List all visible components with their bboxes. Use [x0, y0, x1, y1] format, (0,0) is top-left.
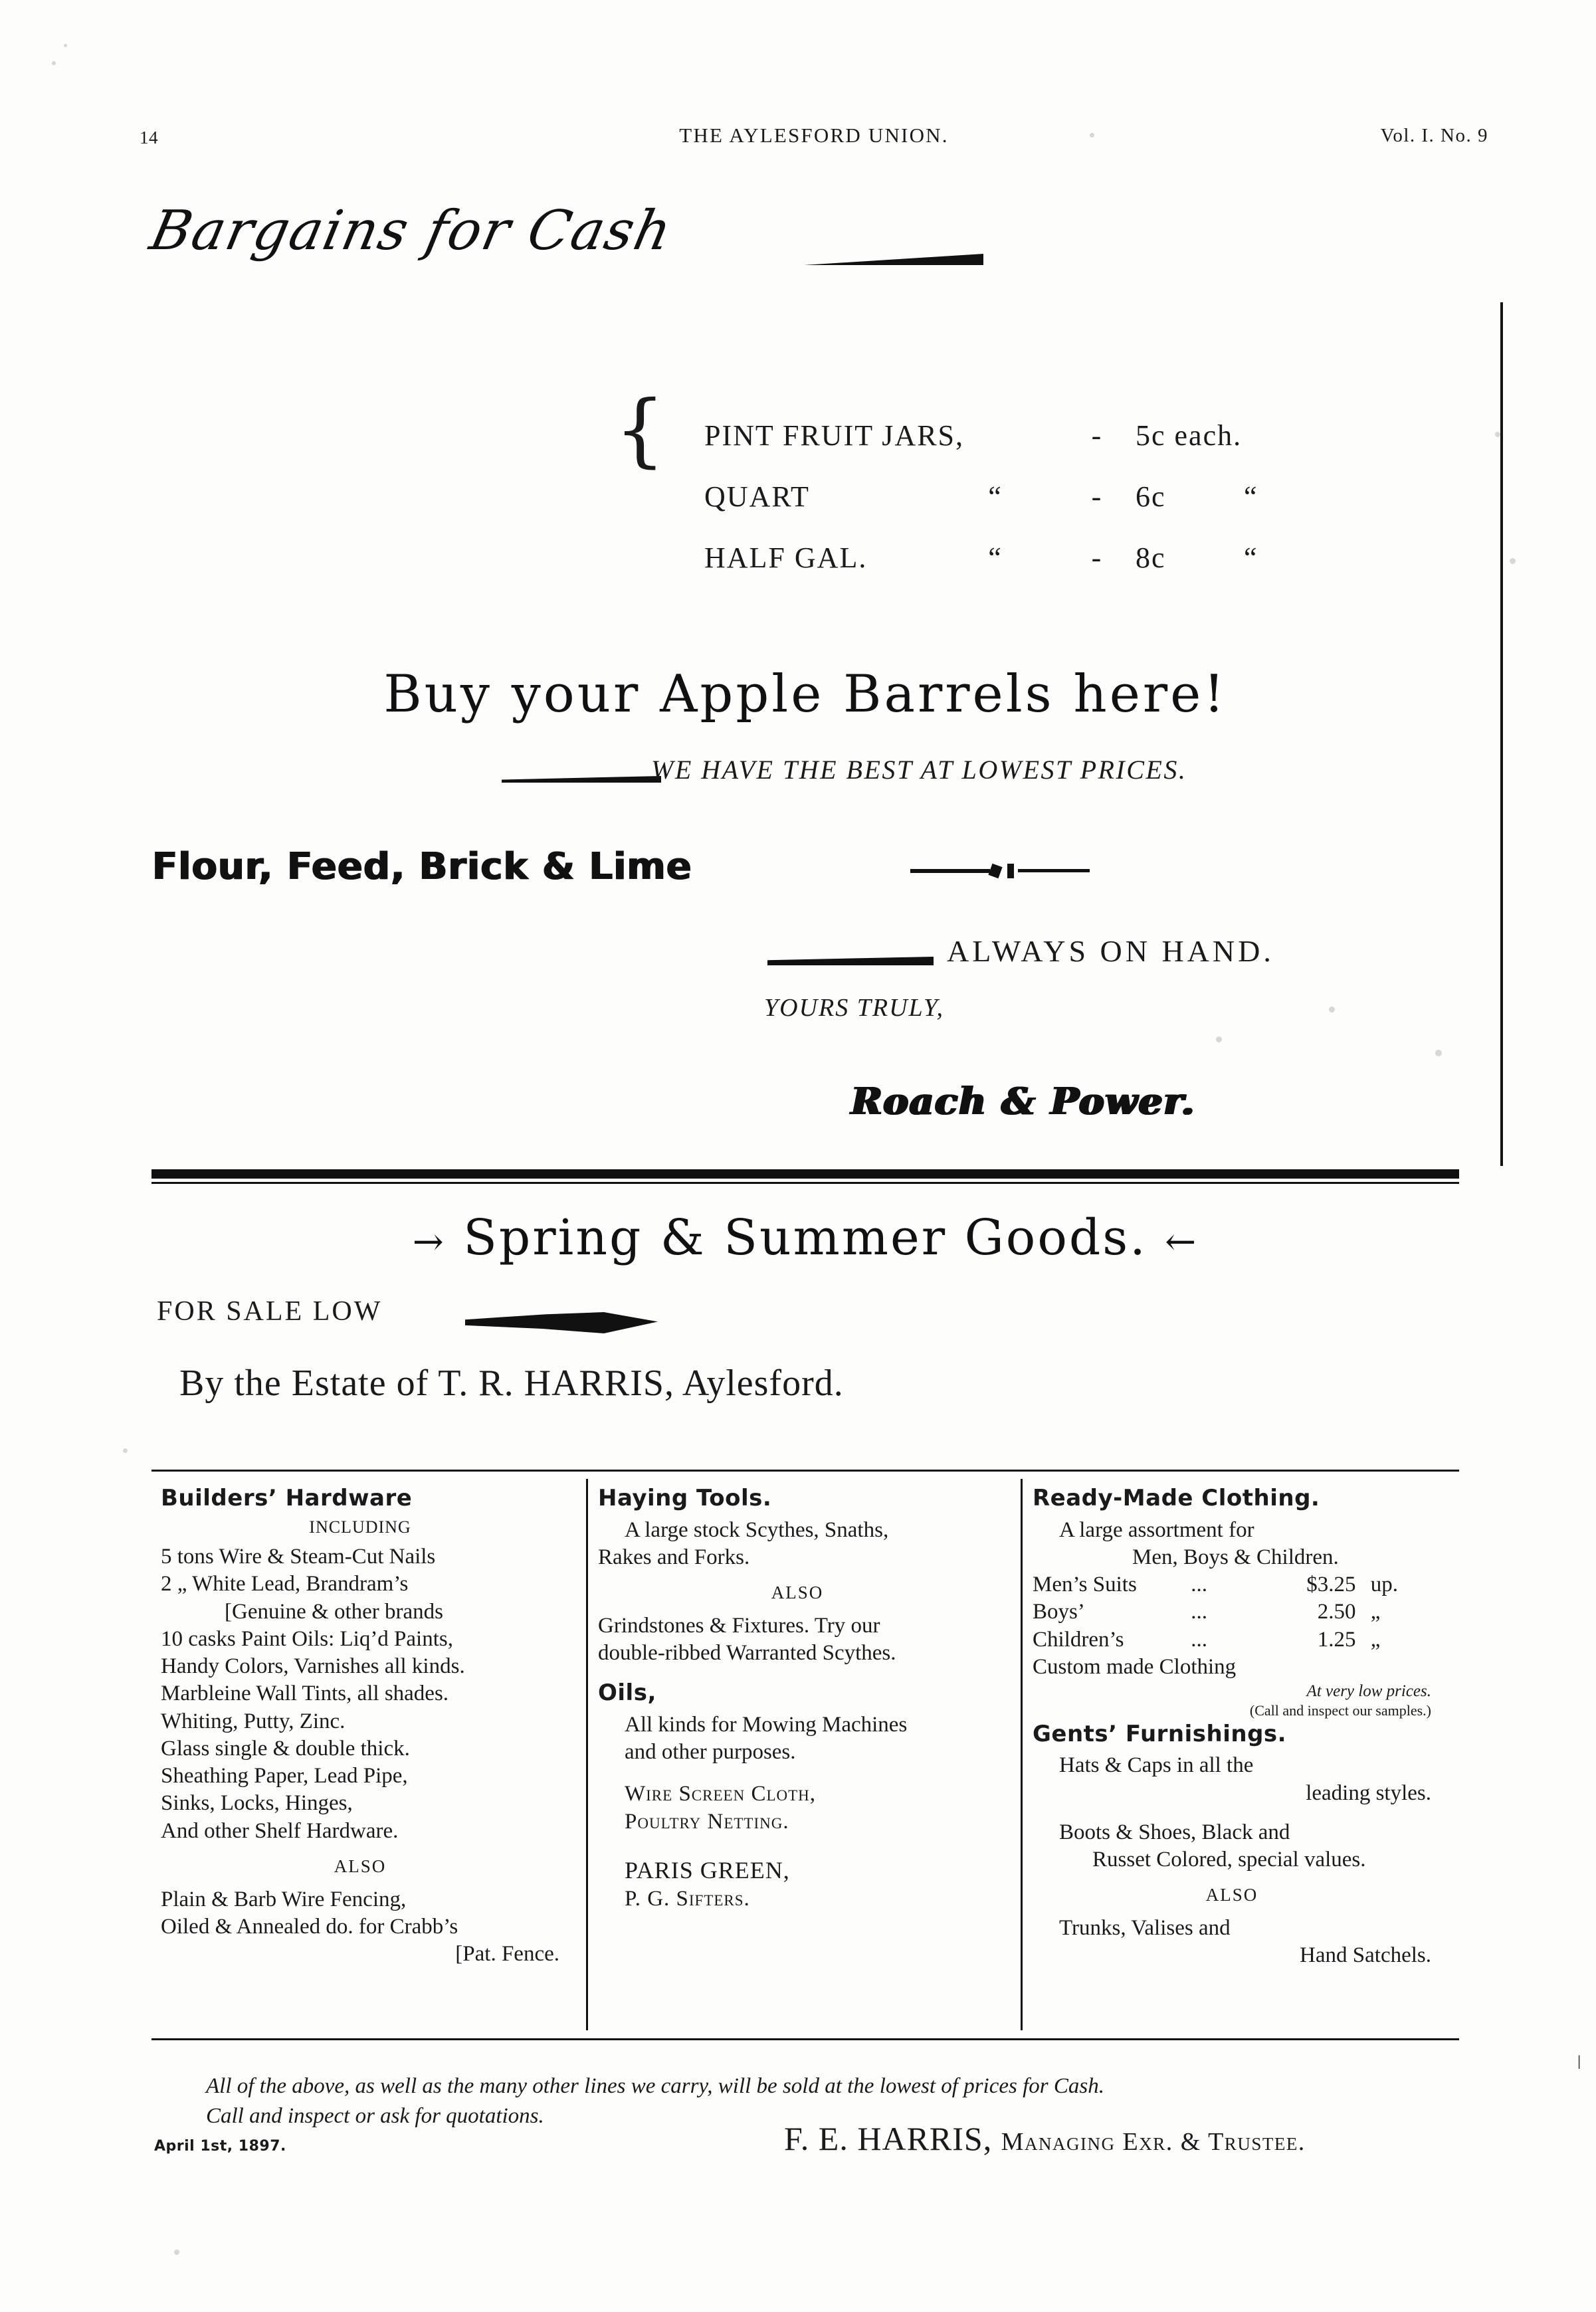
column-subheading-oils: Oils, — [598, 1680, 656, 1707]
list-item: Boots & Shoes, Black and — [1059, 1820, 1290, 1844]
list-item: leading styles. — [1306, 1781, 1431, 1805]
column-subheading-gents: Gents’ Furnishings. — [1033, 1720, 1287, 1747]
list-item: A large assortment for — [1059, 1517, 1254, 1542]
list-item: Russet Colored, special values. — [1092, 1848, 1366, 1872]
goods-columns — [151, 1470, 1459, 2041]
list-item: A large stock Scythes, Snaths, — [625, 1517, 889, 1542]
spring-label: Spring — [463, 1209, 643, 1266]
price-dots: ... — [1191, 1627, 1207, 1652]
price-unit: up. — [1370, 1573, 1398, 1596]
list-item: Handy Colors, Varnishes all kinds. — [161, 1654, 465, 1678]
at-low-prices-note: At very low prices. — [1306, 1682, 1431, 1700]
column-separator — [1021, 1479, 1023, 2030]
list-item: Rakes and Forks. — [598, 1545, 750, 1569]
bargains-headline: Bargains for Cash — [144, 199, 678, 262]
price-value: 5c each. — [1136, 419, 1243, 452]
paper-speck — [1510, 558, 1516, 564]
publication-title: THE AYLESFORD UNION. — [679, 124, 949, 147]
list-item: 2 „ White Lead, Brandram’s — [161, 1572, 409, 1596]
column-heading: Builders’ Hardware — [161, 1485, 413, 1511]
price-row — [704, 480, 1258, 541]
list-item: Sinks, Locks, Hinges, — [161, 1791, 353, 1816]
list-item: Glass single & double thick. — [161, 1736, 410, 1761]
edge-mark: | — [1577, 2053, 1581, 2069]
list-item: and other purposes. — [625, 1740, 796, 1764]
fruit-jar-price-list — [704, 419, 1258, 602]
paper-speck — [1435, 1050, 1442, 1056]
apple-barrels-subline: WE HAVE THE BEST AT LOWEST PRICES. — [651, 755, 1187, 785]
paper-speck — [64, 44, 67, 47]
column-builders-hardware — [161, 1484, 559, 1968]
by-estate-line: By the Estate of T. R. HARRIS, Aylesford. — [179, 1363, 844, 1404]
list-item: Hand Satchels. — [1300, 1943, 1431, 1968]
taper-rule-ornament — [804, 254, 983, 265]
price-quote: “ — [988, 480, 1003, 513]
price-item: PINT FRUIT JARS, — [704, 419, 965, 452]
spring-summer-headline — [151, 1209, 1459, 1266]
paper-speck — [1216, 1036, 1222, 1042]
list-item: 5 tons Wire & Steam-Cut Nails — [161, 1545, 436, 1569]
paper-speck — [1329, 1007, 1335, 1012]
list-item: Oiled & Annealed do. for Crabb’s — [161, 1914, 458, 1939]
yours-truly-text: YOURS TRULY, — [764, 994, 945, 1022]
signature-title: Managing Exr. & Trustee. — [1001, 2128, 1306, 2156]
floral-ornament-icon: { — [615, 384, 666, 476]
price-value: $3.25 — [1306, 1573, 1356, 1596]
price-row — [704, 419, 1258, 480]
price-item: HALF GAL. — [704, 541, 868, 574]
also-label: ALSO — [771, 1583, 824, 1602]
column-rule — [1500, 302, 1503, 1166]
price-dash: - — [1091, 419, 1103, 452]
price-quote: “ — [988, 541, 1003, 574]
paper-speck — [123, 1448, 128, 1453]
columns-bottom-rule — [151, 2038, 1459, 2040]
price-value: 1.25 — [1317, 1627, 1356, 1652]
arrow-left-icon: → — [412, 1220, 446, 1264]
price-item: QUART — [704, 480, 810, 513]
list-item: And other Shelf Hardware. — [161, 1818, 399, 1843]
list-item: Wire Screen Cloth, — [625, 1782, 817, 1806]
arrow-right-icon: ← — [1165, 1220, 1199, 1264]
list-item: Hats & Caps in all the — [1059, 1753, 1254, 1778]
apple-barrels-headline: Buy your Apple Barrels here! — [383, 664, 1227, 724]
page-folio: 14 — [140, 128, 158, 147]
paper-speck — [1495, 432, 1500, 437]
list-item: Sheathing Paper, Lead Pipe, — [161, 1764, 408, 1788]
price-dots: ... — [1191, 1600, 1207, 1624]
ampersand-ornament: & — [660, 1209, 706, 1266]
price-row — [1033, 1598, 1431, 1626]
also-label: ALSO — [334, 1856, 387, 1876]
price-unit: „ — [1370, 1627, 1381, 1652]
list-item: All kinds for Mowing Machines — [625, 1712, 908, 1737]
sifters-item: P. G. Sifters. — [625, 1886, 750, 1911]
list-item: Whiting, Putty, Zinc. — [161, 1709, 346, 1733]
footer-note-line2: Call and inspect or ask for quotations. — [206, 2103, 544, 2128]
price-row — [1033, 1626, 1431, 1654]
also-label: ALSO — [1205, 1885, 1258, 1905]
flourish-ornament-icon — [910, 864, 1090, 878]
paper-speck — [52, 61, 56, 65]
signature-name: F. E. HARRIS, — [784, 2120, 993, 2157]
flour-feed-headline: Flour, Feed, Brick & Lime — [151, 845, 692, 888]
price-value: 2.50 — [1317, 1600, 1356, 1624]
list-item: Grindstones & Fixtures. Try our — [598, 1613, 880, 1638]
price-value: 8c — [1136, 541, 1166, 574]
price-unit: “ — [1244, 480, 1258, 513]
summer-goods-label: Summer Goods. — [724, 1209, 1147, 1266]
for-sale-low-text: FOR SALE LOW — [157, 1296, 383, 1327]
column-haying-tools — [598, 1484, 997, 1913]
price-item: Men’s Suits — [1033, 1573, 1137, 1596]
price-unit: “ — [1244, 541, 1258, 574]
column-separator — [586, 1479, 588, 2030]
always-on-hand-text: ALWAYS ON HAND. — [947, 934, 1274, 968]
columns-top-rule — [151, 1470, 1459, 1472]
paris-green-item: PARIS GREEN, — [625, 1856, 790, 1883]
list-item: Marbleine Wall Tints, all shades. — [161, 1682, 449, 1706]
leaf-rule-ornament — [465, 1312, 658, 1333]
column-heading: Haying Tools. — [598, 1485, 772, 1511]
including-label: INCLUDING — [309, 1517, 411, 1537]
list-item: Plain & Barb Wire Fencing, — [161, 1887, 407, 1911]
list-item: double-ribbed Warranted Scythes. — [598, 1641, 896, 1665]
list-item: Trunks, Valises and — [1059, 1916, 1231, 1940]
price-item: Children’s — [1033, 1627, 1124, 1652]
taper-rule-ornament — [502, 776, 661, 783]
section-divider — [151, 1169, 1459, 1179]
date-stamp: April 1st, 1897. — [154, 2138, 286, 2155]
firm-name-roach-power: Roach & Power. — [850, 1080, 1195, 1123]
price-dash: - — [1091, 480, 1103, 513]
running-head — [140, 124, 1488, 150]
taper-rule-ornament — [767, 957, 934, 965]
signature-line — [784, 2119, 1306, 2158]
list-item: 10 casks Paint Oils: Liq’d Paints, — [161, 1626, 453, 1651]
footer-note-line1: All of the above, as well as the many other lines we carry, will be sold at the lowest of prices for Cash. — [206, 2074, 1104, 2098]
list-item: Men, Boys & Children. — [1132, 1545, 1339, 1569]
price-dash: - — [1091, 541, 1103, 574]
list-item: Poultry Netting. — [625, 1809, 789, 1834]
column-ready-made-clothing — [1033, 1484, 1431, 1970]
column-heading: Ready-Made Clothing. — [1033, 1485, 1320, 1511]
call-inspect-note: (Call and inspect our samples.) — [1249, 1702, 1431, 1719]
price-value: 6c — [1136, 480, 1166, 513]
paper-speck — [174, 2250, 179, 2255]
custom-clothing-line: Custom made Clothing — [1033, 1654, 1237, 1679]
price-dots: ... — [1191, 1573, 1207, 1596]
volume-issue: Vol. I. No. 9 — [1380, 125, 1488, 146]
price-row — [1033, 1571, 1431, 1598]
price-unit: „ — [1370, 1600, 1381, 1624]
list-item: [Genuine & other brands — [225, 1599, 443, 1624]
price-item: Boys’ — [1033, 1600, 1085, 1624]
price-row — [704, 541, 1258, 602]
list-item: [Pat. Fence. — [455, 1942, 559, 1966]
